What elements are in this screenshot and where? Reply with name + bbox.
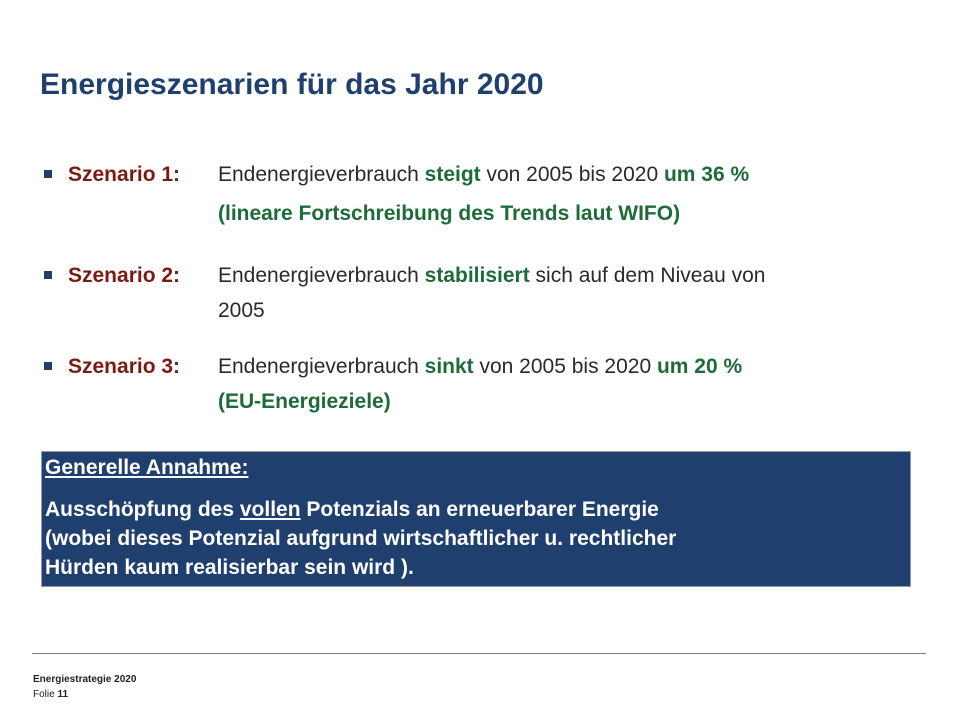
- highlight-text: stabilisiert: [424, 264, 530, 287]
- bullet-square-icon: [44, 362, 52, 370]
- assumption-heading: Generelle Annahme:: [45, 456, 249, 479]
- bullet-square-icon: [44, 170, 52, 178]
- highlight-text: steigt: [424, 163, 481, 186]
- highlight-text: um 20 %: [656, 355, 743, 378]
- bullet-square-icon: [44, 271, 52, 279]
- scenario-line-1: [218, 258, 928, 293]
- scenario-line-1: [218, 157, 928, 192]
- slide-label: Folie: [33, 689, 55, 700]
- text: von 2005 bis 2020: [473, 355, 657, 378]
- scenario-label: Szenario 1:: [68, 163, 181, 186]
- footer-divider: [32, 653, 926, 654]
- text: Endenergieverbrauch: [218, 163, 425, 186]
- scenario-line-1: [218, 349, 928, 384]
- highlight-text: sinkt: [424, 355, 474, 378]
- assumption-text: [45, 495, 676, 582]
- underlined-text: vollen: [239, 498, 301, 521]
- text: Potenzials an erneuerbarer Energie: [300, 498, 659, 521]
- assumption-line-1: [45, 495, 676, 524]
- page-title: Energieszenarien für das Jahr 2020: [40, 68, 544, 101]
- assumption-box: [41, 451, 911, 587]
- text: Ausschöpfung des: [45, 498, 240, 521]
- scenario-line-2: (EU-Energieziele): [218, 390, 391, 413]
- scenario-line-2: (lineare Fortschreibung des Trends laut WIFO): [218, 202, 681, 225]
- slide-number-value: 11: [57, 689, 69, 700]
- footer-title: Energiestrategie 2020: [33, 674, 137, 685]
- text: sich auf dem Niveau von: [529, 264, 766, 287]
- text: von 2005 bis 2020: [480, 163, 664, 186]
- scenario-label: Szenario 2:: [68, 264, 181, 287]
- scenario-label: Szenario 3:: [68, 355, 181, 378]
- highlight-text: um 36 %: [663, 163, 750, 186]
- scenario-line-2: 2005: [218, 299, 265, 322]
- assumption-line-2: (wobei dieses Potenzial aufgrund wirtschaftlicher u. rechtlicher: [45, 527, 677, 550]
- scenario-description: [218, 157, 928, 231]
- scenario-description: [218, 258, 928, 328]
- text: Endenergieverbrauch: [218, 355, 425, 378]
- slide-number: [33, 689, 68, 700]
- assumption-line-3: Hürden kaum realisierbar sein wird ).: [45, 556, 414, 579]
- scenario-description: [218, 349, 928, 419]
- text: Endenergieverbrauch: [218, 264, 425, 287]
